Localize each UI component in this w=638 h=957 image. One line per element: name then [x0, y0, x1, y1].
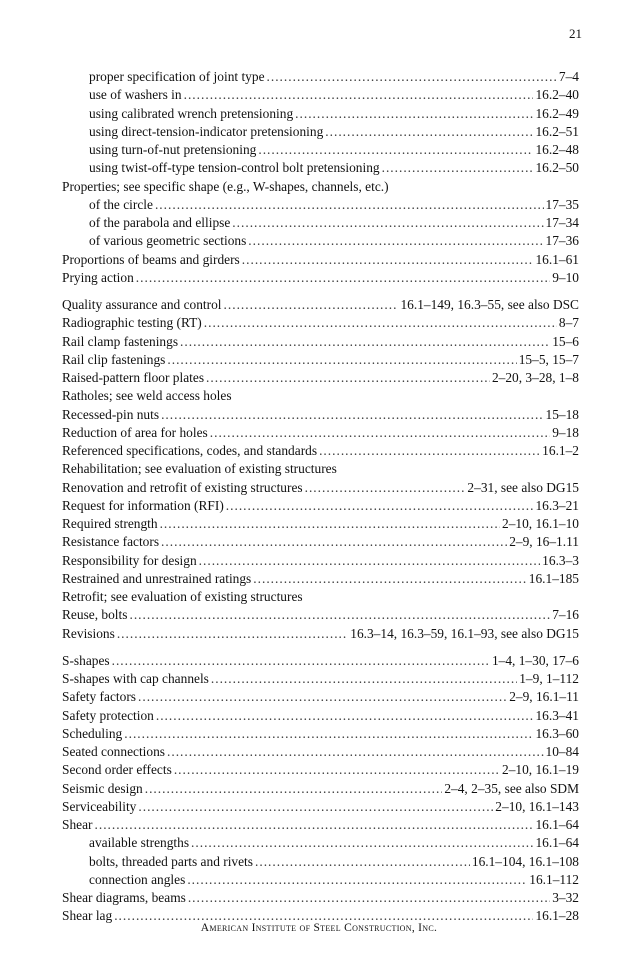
index-entry	[62, 688, 579, 706]
index-entry	[62, 725, 579, 743]
dot-leader	[145, 780, 443, 798]
entry-page-ref: 16.1–61	[535, 251, 579, 267]
entry-page-ref: 16.2–51	[535, 123, 579, 139]
index-entry	[62, 606, 579, 624]
entry-page-ref: 16.1–64	[535, 817, 579, 832]
entry-page-ref: 16.2–48	[535, 142, 579, 157]
index-entry	[62, 652, 579, 670]
entry-term: of the circle	[89, 196, 153, 212]
entry-term: Referenced specifications, codes, and standards	[62, 443, 318, 458]
entry-page-ref: 2–9, 16.1–11	[509, 689, 579, 705]
index-entry	[62, 479, 579, 497]
entry-term: Required strength	[62, 516, 158, 531]
index-entry	[62, 333, 579, 351]
dot-leader	[167, 743, 544, 761]
entry-term: Request for information (RFI)	[62, 497, 224, 513]
entry-page-ref: 16.1–64	[535, 835, 579, 851]
entry-term: Scheduling	[62, 725, 123, 741]
entry-page-ref: 15–5, 15–7	[518, 351, 579, 367]
index-subentry	[62, 853, 579, 871]
dot-leader	[138, 688, 507, 706]
dot-leader	[167, 351, 516, 369]
dot-leader	[187, 871, 527, 889]
index-entry	[62, 780, 579, 798]
entry-page-ref: 17–36	[545, 233, 579, 249]
index-entry	[62, 387, 579, 405]
index-entry	[62, 497, 579, 515]
entry-term: Rail clip fastenings	[62, 351, 166, 367]
entry-term: Restrained and unrestrained ratings	[62, 570, 252, 586]
entry-page-ref: 3–32	[552, 890, 579, 905]
index-entry	[62, 670, 579, 688]
page-number: 21	[569, 26, 582, 41]
dot-leader	[138, 798, 493, 816]
index-entry	[62, 707, 579, 725]
dot-leader	[161, 533, 507, 551]
index-list	[62, 68, 579, 926]
dot-leader	[112, 652, 490, 670]
dot-leader	[95, 816, 534, 834]
entry-term: Rehabilitation; see evaluation of existing structures	[62, 461, 337, 477]
entry-page-ref: 16.3–3	[542, 552, 579, 568]
entry-term: Retrofit; see evaluation of existing structures	[62, 589, 303, 604]
entry-term: using direct-tension-indicator pretensioning	[89, 123, 324, 139]
entry-page-ref: 2–20, 3–28, 1–8	[491, 370, 579, 385]
entry-term: Prying action	[62, 269, 134, 285]
index-entry	[62, 743, 579, 761]
entry-page-ref: 16.1–28	[535, 908, 579, 924]
dot-leader	[258, 141, 533, 159]
entry-page-ref: 17–34	[545, 215, 579, 230]
entry-term: Proportions of beams and girders	[62, 251, 240, 267]
entry-term: using turn-of-nut pretensioning	[89, 142, 257, 157]
entry-page-ref: 16.3–60	[535, 725, 579, 741]
entry-page-ref: 2–10, 16.1–143	[495, 798, 579, 814]
dot-leader	[191, 834, 533, 852]
entry-term: Safety protection	[62, 707, 154, 723]
entry-page-ref: 8–7	[558, 315, 579, 331]
dot-leader	[124, 725, 533, 743]
entry-term: Renovation and retrofit of existing structures	[62, 479, 303, 495]
entry-page-ref: 16.1–112	[529, 871, 579, 887]
entry-page-ref: 16.2–49	[535, 105, 579, 121]
entry-term: Responsibility for design	[62, 552, 197, 568]
dot-leader	[184, 86, 534, 104]
index-entry	[62, 178, 579, 196]
index-entry	[62, 570, 579, 588]
entry-term: S-shapes with cap channels	[62, 671, 209, 686]
index-entry	[62, 798, 579, 816]
dot-leader	[255, 853, 470, 871]
entry-page-ref: 15–6	[552, 333, 579, 349]
entry-term: of the parabola and ellipse	[89, 215, 231, 230]
entry-term: Quality assurance and control	[62, 297, 222, 312]
dot-leader	[319, 442, 540, 460]
entry-term: Resistance factors	[62, 534, 160, 550]
dot-leader	[242, 251, 534, 269]
entry-term: connection angles	[89, 871, 186, 887]
entry-term: Radiographic testing (RT)	[62, 315, 202, 331]
page-footer: American Institute of Steel Construction, Inc.	[200, 922, 438, 934]
entry-term: using calibrated wrench pretensioning	[89, 105, 294, 121]
dot-leader	[253, 570, 527, 588]
entry-page-ref: 16.1–149, 16.3–55, see also DSC	[400, 297, 579, 312]
entry-page-ref: 9–10	[552, 269, 579, 285]
entry-term: Reuse, bolts	[62, 607, 128, 623]
index-entry	[62, 515, 579, 533]
entry-page-ref: 16.1–185	[528, 570, 579, 586]
entry-term: S-shapes	[62, 652, 110, 668]
index-entry	[62, 552, 579, 570]
entry-term: Recessed-pin nuts	[62, 406, 160, 422]
entry-page-ref: 16.2–40	[535, 87, 579, 103]
index-entry	[62, 296, 579, 314]
entry-page-ref: 17–35	[545, 196, 579, 212]
group-separator	[62, 287, 579, 296]
entry-page-ref: 10–84	[545, 744, 579, 759]
entry-term: using twist-off-type tension-control bolt pretensioning	[89, 160, 380, 176]
dot-leader	[199, 552, 541, 570]
index-entry	[62, 314, 579, 332]
index-subentry	[62, 68, 579, 86]
index-entry	[62, 351, 579, 369]
entry-term: proper specification of joint type	[89, 69, 265, 84]
entry-page-ref: 16.3–41	[535, 707, 579, 723]
index-entry	[62, 761, 579, 779]
dot-leader	[210, 424, 550, 442]
entry-page-ref: 2–31, see also DG15	[467, 479, 579, 495]
index-entry	[62, 369, 579, 387]
index-subentry	[62, 871, 579, 889]
entry-page-ref: 7–4	[558, 69, 579, 84]
dot-leader	[248, 232, 543, 250]
dot-leader	[188, 889, 550, 907]
entry-term: Shear lag	[62, 908, 113, 924]
dot-leader	[206, 369, 490, 387]
index-entry	[62, 889, 579, 907]
dot-leader	[155, 196, 544, 214]
dot-leader	[129, 606, 550, 624]
entry-page-ref: 16.3–21	[535, 497, 579, 513]
entry-page-ref: 2–10, 16.1–10	[502, 516, 579, 531]
entry-term: Revisions	[62, 625, 115, 641]
entry-term: Second order effects	[62, 762, 172, 778]
entry-term: Ratholes; see weld access holes	[62, 388, 232, 404]
index-entry	[62, 251, 579, 269]
dot-leader	[204, 314, 557, 332]
dot-leader	[117, 625, 348, 643]
index-subentry	[62, 232, 579, 250]
index-entry	[62, 269, 579, 287]
entry-term: Serviceability	[62, 798, 137, 814]
entry-term: Raised-pattern floor plates	[62, 370, 205, 385]
entry-term: of various geometric sections	[89, 233, 247, 249]
index-entry	[62, 816, 579, 834]
entry-term: Seismic design	[62, 780, 143, 796]
index-entry	[62, 625, 579, 643]
index-subentry	[62, 123, 579, 141]
dot-leader	[295, 105, 533, 123]
entry-term: use of washers in	[89, 87, 182, 103]
entry-page-ref: 1–4, 1–30, 17–6	[491, 652, 579, 668]
index-subentry	[62, 86, 579, 104]
dot-leader	[156, 707, 534, 725]
entry-term: available strengths	[89, 835, 190, 851]
dot-leader	[325, 123, 533, 141]
dot-leader	[224, 296, 399, 314]
index-entry	[62, 424, 579, 442]
entry-page-ref: 9–18	[552, 424, 579, 440]
index-subentry	[62, 834, 579, 852]
dot-leader	[226, 497, 534, 515]
entry-term: Safety factors	[62, 689, 136, 705]
dot-leader	[174, 761, 500, 779]
entry-term: Shear	[62, 817, 93, 832]
entry-page-ref: 2–10, 16.1–19	[502, 762, 579, 778]
dot-leader	[180, 333, 550, 351]
group-separator	[62, 643, 579, 652]
entry-page-ref: 16.1–2	[542, 443, 579, 458]
index-entry	[62, 442, 579, 460]
entry-term: Seated connections	[62, 744, 165, 759]
dot-leader	[382, 159, 534, 177]
entry-page-ref: 7–16	[552, 607, 579, 623]
dot-leader	[136, 269, 550, 287]
index-subentry	[62, 196, 579, 214]
entry-page-ref: 1–9, 1–112	[519, 671, 579, 686]
entry-term: bolts, threaded parts and rivets	[89, 853, 253, 869]
index-subentry	[62, 105, 579, 123]
entry-term: Properties; see specific shape (e.g., W-shapes, channels, etc.)	[62, 178, 389, 194]
entry-page-ref: 16.3–14, 16.3–59, 16.1–93, see also DG15	[350, 625, 579, 641]
dot-leader	[161, 406, 543, 424]
index-entry	[62, 588, 579, 606]
dot-leader	[160, 515, 500, 533]
dot-leader	[305, 479, 466, 497]
dot-leader	[232, 214, 543, 232]
entry-page-ref: 2–9, 16–1.11	[509, 534, 579, 550]
entry-page-ref: 15–18	[545, 406, 579, 422]
index-entry	[62, 406, 579, 424]
entry-page-ref: 16.2–50	[535, 160, 579, 176]
entry-term: Shear diagrams, beams	[62, 890, 186, 905]
dot-leader	[267, 68, 557, 86]
index-entry	[62, 533, 579, 551]
entry-page-ref: 16.1–104, 16.1–108	[471, 853, 579, 869]
entry-term: Rail clamp fastenings	[62, 333, 179, 349]
index-subentry	[62, 214, 579, 232]
dot-leader	[211, 670, 517, 688]
entry-term: Reduction of area for holes	[62, 424, 208, 440]
index-subentry	[62, 159, 579, 177]
index-subentry	[62, 141, 579, 159]
index-entry	[62, 460, 579, 478]
entry-page-ref: 2–4, 2–35, see also SDM	[444, 780, 579, 796]
